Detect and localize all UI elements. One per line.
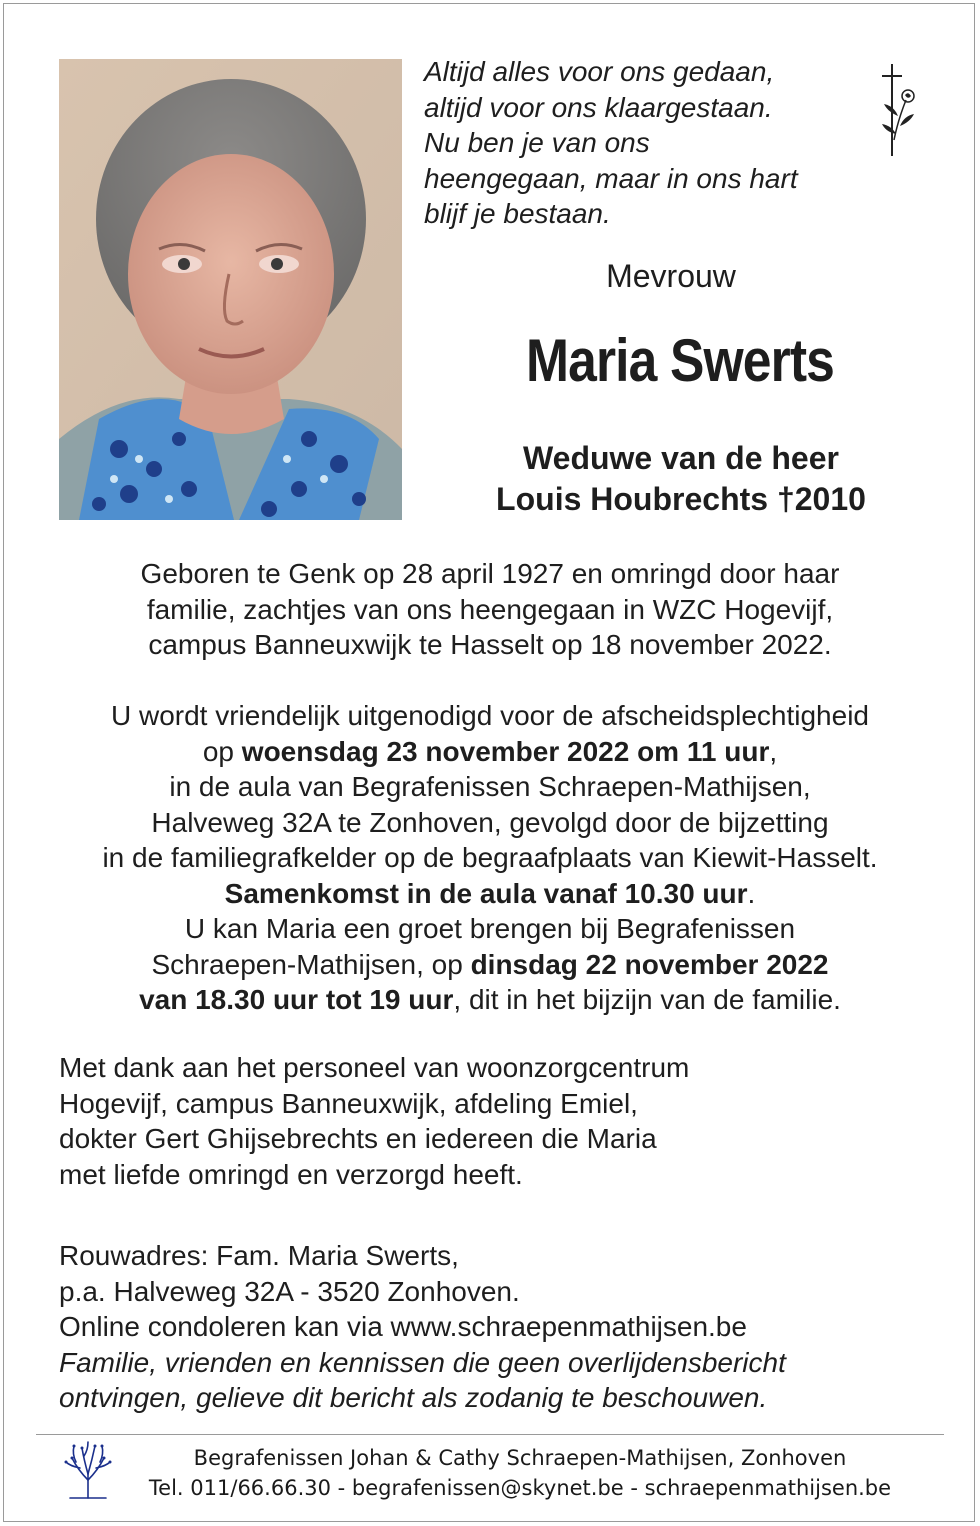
thanks-line: dokter Gert Ghijsebrechts en iedereen die Maria: [59, 1123, 657, 1154]
widow-info: [420, 438, 942, 520]
thanks-line: met liefde omringd en verzorgd heeft.: [59, 1158, 523, 1190]
poem: [424, 54, 854, 232]
visit-time: van 18.30 uur tot 19 uur: [139, 984, 454, 1015]
poem-line: Altijd alles voor ons gedaan,: [424, 56, 775, 87]
poem-line: heengegaan, maar in ons hart: [424, 162, 798, 194]
widow-line: Louis Houbrechts †2010: [496, 481, 866, 517]
text: , dit in het bijzijn van de familie.: [453, 984, 841, 1015]
birth-info: [20, 556, 960, 663]
ceremony-line: Halveweg 32A te Zonhoven, gevolgd door de bijzetting: [151, 806, 829, 838]
poem-line: altijd voor ons klaargestaan.: [424, 91, 773, 123]
ceremony-line: in de aula van Begrafenissen Schraepen-Mathijsen,: [169, 771, 811, 802]
text: Schraepen-Mathijsen, op: [151, 948, 471, 980]
portrait-photo: [59, 59, 402, 520]
ceremony-line: U wordt vriendelijk uitgenodigd voor de afscheidsplechtigheid: [110, 700, 869, 731]
ceremony-line: U kan Maria een groet brengen bij Begrafenissen: [184, 913, 796, 944]
condolence-link: Online condoleren kan via www.schraepenmathijsen.be: [59, 1311, 747, 1342]
birth-line: familie, zachtjes van ons heengegaan in WZC Hogevijf,: [146, 593, 834, 625]
text: ,: [769, 735, 778, 767]
poem-line: Nu ben je van ons: [424, 127, 650, 158]
thanks-line: Met dank aan het personeel van woonzorgcentrum: [59, 1052, 690, 1083]
birth-line: campus Banneuxwijk te Hasselt op 18 november 2022.: [148, 629, 832, 660]
honorific: Mevrouw: [606, 258, 736, 294]
ceremony-line: [20, 982, 960, 1018]
widow-line: Weduwe van de heer: [523, 440, 839, 476]
ceremony-line: in de familiegrafkelder op de begraafplaats van Kiewit-Hasselt.: [102, 842, 878, 873]
ceremony-date: woensdag 23 november 2022 om 11 uur: [241, 735, 770, 767]
address-line: Rouwadres: Fam. Maria Swerts,: [59, 1240, 459, 1271]
cross-with-rose-icon: [872, 60, 920, 160]
notice-line: ontvingen, gelieve dit bericht als zodanig te beschouwen.: [59, 1382, 768, 1413]
address-line: p.a. Halveweg 32A - 3520 Zonhoven.: [59, 1275, 520, 1307]
funeral-home-contact: Tel. 011/66.66.30 - begrafenissen@skynet.be - schraepenmathijsen.be: [148, 1476, 892, 1500]
funeral-home-footer: [120, 1443, 920, 1503]
text: .: [747, 877, 756, 909]
visit-date: dinsdag 22 november 2022: [470, 948, 829, 980]
ceremony-line: [20, 876, 960, 912]
birth-line: Geboren te Genk op 28 april 1927 en omringd door haar: [140, 558, 840, 589]
funeral-home-name: Begrafenissen Johan & Cathy Schraepen-Mathijsen, Zonhoven: [193, 1446, 847, 1470]
address-info: [59, 1238, 939, 1416]
poem-line: blijf je bestaan.: [424, 198, 611, 229]
deceased-name: Maria Swerts: [525, 327, 835, 394]
ceremony-info: [20, 698, 960, 1018]
ceremony-line: [20, 947, 960, 983]
notice-line: Familie, vrienden en kennissen die geen overlijdensbericht: [59, 1346, 786, 1378]
ceremony-line: [20, 734, 960, 770]
thanks-info: [59, 1050, 939, 1192]
gathering-time: Samenkomst in de aula vanaf 10.30 uur: [224, 877, 748, 909]
thanks-line: Hogevijf, campus Banneuxwijk, afdeling Emiel,: [59, 1087, 638, 1119]
tree-logo-icon: [62, 1440, 114, 1500]
footer-divider: [36, 1434, 944, 1435]
text: op: [202, 735, 242, 767]
